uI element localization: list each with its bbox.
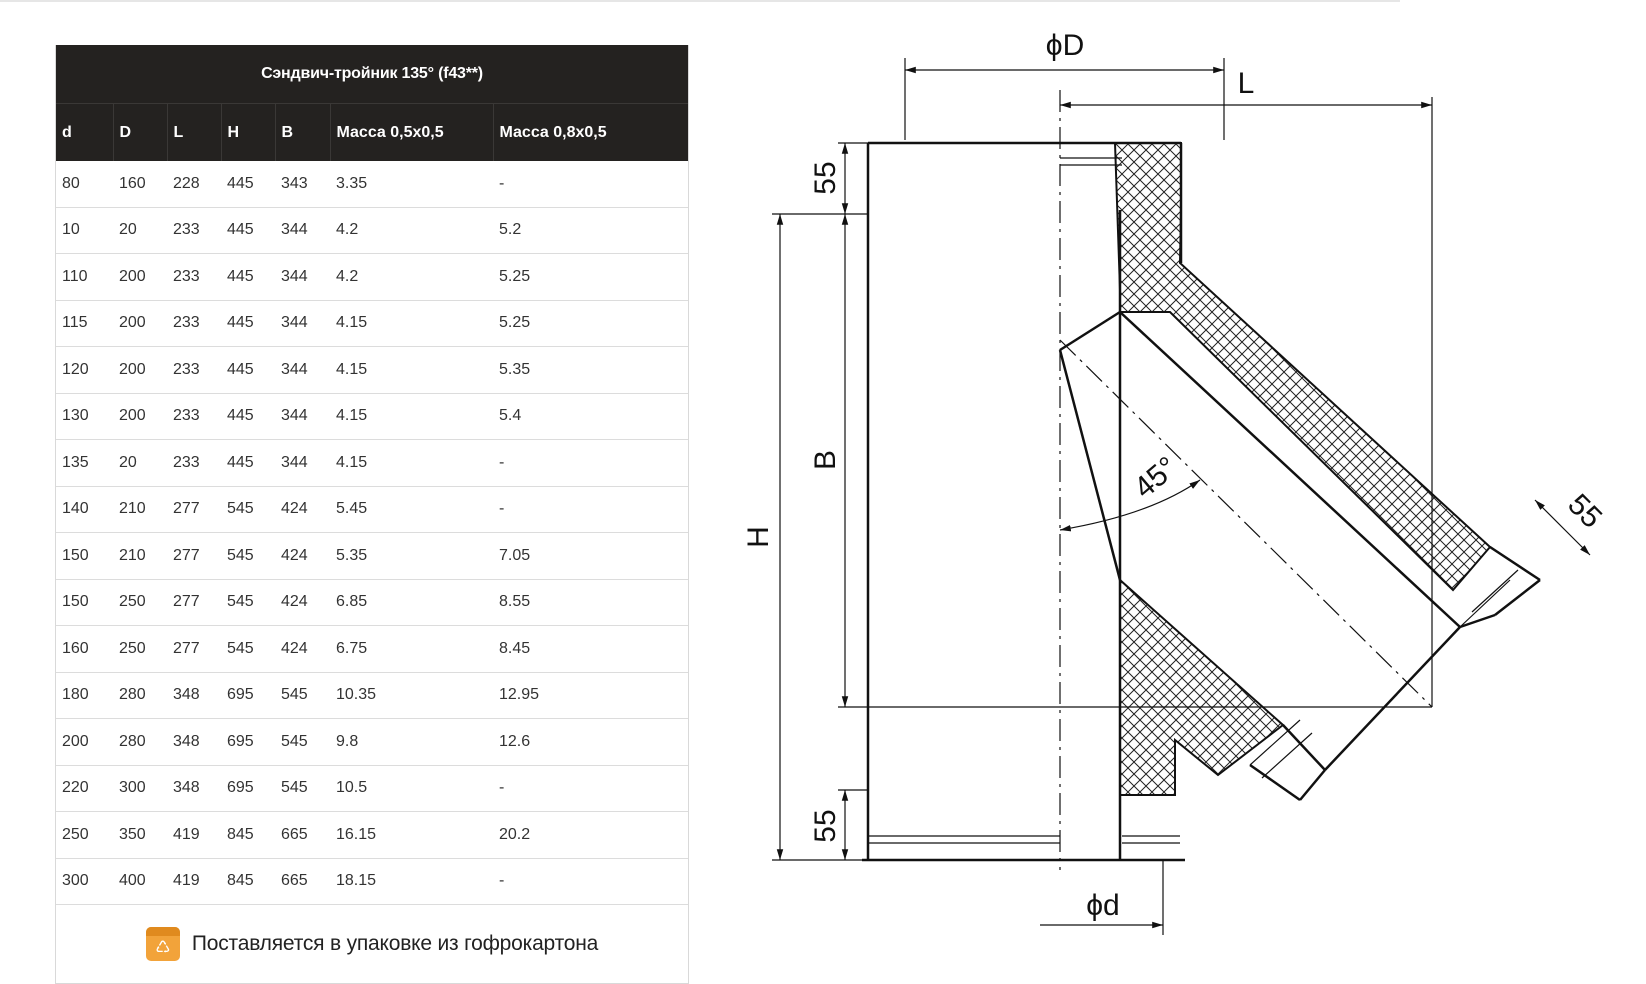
table-cell: 845 bbox=[221, 858, 275, 905]
table-cell: 344 bbox=[275, 300, 330, 347]
table-cell: 300 bbox=[56, 858, 113, 905]
table-cell: 210 bbox=[113, 533, 167, 580]
dim-label-angle: 45° bbox=[1127, 450, 1184, 505]
table-cell: 250 bbox=[113, 579, 167, 626]
column-header: D bbox=[113, 104, 167, 162]
table-cell: 250 bbox=[56, 812, 113, 859]
table-cell: 5.2 bbox=[493, 207, 688, 254]
table-cell: 344 bbox=[275, 254, 330, 301]
dim-label-inner-diameter: ϕd bbox=[1086, 889, 1120, 922]
table-cell: 150 bbox=[56, 579, 113, 626]
table-body bbox=[56, 161, 688, 905]
table-cell: 200 bbox=[113, 300, 167, 347]
table-row bbox=[56, 719, 688, 766]
table-row bbox=[56, 858, 688, 905]
table-cell: 115 bbox=[56, 300, 113, 347]
spec-table-card bbox=[55, 45, 689, 984]
table-row bbox=[56, 254, 688, 301]
table-cell: 445 bbox=[221, 207, 275, 254]
table-cell: 20.2 bbox=[493, 812, 688, 859]
table-cell: 695 bbox=[221, 719, 275, 766]
table-cell: 120 bbox=[56, 347, 113, 394]
column-header: H bbox=[221, 104, 275, 162]
table-cell: 10 bbox=[56, 207, 113, 254]
table-cell: 424 bbox=[275, 579, 330, 626]
table-cell: 424 bbox=[275, 486, 330, 533]
table-cell: 695 bbox=[221, 765, 275, 812]
dim-label-branch-55: 55 bbox=[1561, 487, 1609, 535]
table-cell: - bbox=[493, 765, 688, 812]
table-cell: 16.15 bbox=[330, 812, 493, 859]
table-row bbox=[56, 207, 688, 254]
table-cell: 348 bbox=[167, 719, 221, 766]
table-cell: 12.95 bbox=[493, 672, 688, 719]
table-cell: 665 bbox=[275, 858, 330, 905]
table-cell: 3.35 bbox=[330, 161, 493, 207]
table-cell: 5.45 bbox=[330, 486, 493, 533]
dim-label-bottom-55: 55 bbox=[809, 809, 842, 843]
table-cell: 180 bbox=[56, 672, 113, 719]
dim-label-h: H bbox=[742, 526, 775, 548]
table-cell: 545 bbox=[221, 579, 275, 626]
column-header: Масса 0,8x0,5 bbox=[493, 104, 688, 162]
table-cell: 20 bbox=[113, 207, 167, 254]
dim-label-outer-diameter: ϕD bbox=[1045, 29, 1085, 62]
table-cell: - bbox=[493, 858, 688, 905]
table-cell: 695 bbox=[221, 672, 275, 719]
table-cell: 277 bbox=[167, 486, 221, 533]
table-cell: 277 bbox=[167, 533, 221, 580]
table-cell: 12.6 bbox=[493, 719, 688, 766]
table-cell: 8.45 bbox=[493, 626, 688, 673]
table-cell: 233 bbox=[167, 207, 221, 254]
table-title: Сэндвич-тройник 135° (f43**) bbox=[56, 45, 688, 104]
table-cell: 5.4 bbox=[493, 393, 688, 440]
table-cell: 545 bbox=[221, 626, 275, 673]
table-row bbox=[56, 161, 688, 207]
table-cell: 424 bbox=[275, 533, 330, 580]
table-cell: 348 bbox=[167, 672, 221, 719]
table-cell: 233 bbox=[167, 440, 221, 487]
table-cell: - bbox=[493, 440, 688, 487]
tee-technical-drawing bbox=[700, 0, 1646, 960]
table-cell: 20 bbox=[113, 440, 167, 487]
table-cell: 545 bbox=[275, 672, 330, 719]
table-cell: 445 bbox=[221, 347, 275, 394]
table-cell: 445 bbox=[221, 440, 275, 487]
table-cell: 4.15 bbox=[330, 347, 493, 394]
table-cell: 9.8 bbox=[330, 719, 493, 766]
table-cell: 200 bbox=[113, 347, 167, 394]
dim-label-top-55: 55 bbox=[809, 161, 842, 195]
table-cell: 110 bbox=[56, 254, 113, 301]
table-cell: 150 bbox=[56, 533, 113, 580]
table-cell: 8.55 bbox=[493, 579, 688, 626]
table-cell: 4.15 bbox=[330, 300, 493, 347]
table-cell: 445 bbox=[221, 300, 275, 347]
table-cell: 665 bbox=[275, 812, 330, 859]
table-cell: 419 bbox=[167, 812, 221, 859]
table-cell: 233 bbox=[167, 300, 221, 347]
table-cell: 160 bbox=[56, 626, 113, 673]
table-cell: 7.05 bbox=[493, 533, 688, 580]
dim-label-b: B bbox=[809, 449, 842, 471]
table-row bbox=[56, 486, 688, 533]
dimension-lines bbox=[780, 70, 1590, 925]
table-cell: 233 bbox=[167, 254, 221, 301]
table-cell: 18.15 bbox=[330, 858, 493, 905]
table-cell: 424 bbox=[275, 626, 330, 673]
table-cell: 228 bbox=[167, 161, 221, 207]
table-cell: 300 bbox=[113, 765, 167, 812]
table-cell: 140 bbox=[56, 486, 113, 533]
table-cell: 200 bbox=[56, 719, 113, 766]
table-cell: 5.35 bbox=[493, 347, 688, 394]
table-cell: 4.15 bbox=[330, 440, 493, 487]
table-cell: 445 bbox=[221, 161, 275, 207]
table-cell: 220 bbox=[56, 765, 113, 812]
table-cell: 80 bbox=[56, 161, 113, 207]
spec-table bbox=[56, 45, 688, 905]
table-row bbox=[56, 393, 688, 440]
table-cell: 160 bbox=[113, 161, 167, 207]
table-row bbox=[56, 347, 688, 394]
table-cell: 343 bbox=[275, 161, 330, 207]
extension-lines bbox=[772, 58, 1432, 935]
table-cell: 10.5 bbox=[330, 765, 493, 812]
table-cell: 5.25 bbox=[493, 300, 688, 347]
table-cell: - bbox=[493, 161, 688, 207]
table-cell: 200 bbox=[113, 393, 167, 440]
table-cell: 130 bbox=[56, 393, 113, 440]
table-cell: 10.35 bbox=[330, 672, 493, 719]
table-header-row bbox=[56, 104, 688, 162]
table-cell: 344 bbox=[275, 347, 330, 394]
table-cell: - bbox=[493, 486, 688, 533]
dim-label-length: L bbox=[1237, 67, 1255, 100]
table-cell: 200 bbox=[113, 254, 167, 301]
table-row bbox=[56, 579, 688, 626]
table-cell: 277 bbox=[167, 626, 221, 673]
table-cell: 348 bbox=[167, 765, 221, 812]
table-cell: 445 bbox=[221, 254, 275, 301]
column-header: d bbox=[56, 104, 113, 162]
column-header: B bbox=[275, 104, 330, 162]
packaging-note-text: Поставляется в упаковке из гофрокартона bbox=[191, 932, 599, 955]
table-row bbox=[56, 765, 688, 812]
table-cell: 5.25 bbox=[493, 254, 688, 301]
table-row bbox=[56, 626, 688, 673]
table-cell: 210 bbox=[113, 486, 167, 533]
table-cell: 350 bbox=[113, 812, 167, 859]
table-cell: 4.15 bbox=[330, 393, 493, 440]
table-cell: 419 bbox=[167, 858, 221, 905]
table-row bbox=[56, 672, 688, 719]
table-cell: 233 bbox=[167, 347, 221, 394]
table-cell: 280 bbox=[113, 672, 167, 719]
recycle-box-icon: ♺ bbox=[146, 927, 180, 961]
table-row bbox=[56, 812, 688, 859]
table-cell: 135 bbox=[56, 440, 113, 487]
table-row bbox=[56, 300, 688, 347]
table-cell: 845 bbox=[221, 812, 275, 859]
table-cell: 233 bbox=[167, 393, 221, 440]
table-cell: 344 bbox=[275, 393, 330, 440]
table-cell: 545 bbox=[275, 719, 330, 766]
table-cell: 545 bbox=[221, 486, 275, 533]
table-cell: 277 bbox=[167, 579, 221, 626]
table-cell: 545 bbox=[221, 533, 275, 580]
table-cell: 280 bbox=[113, 719, 167, 766]
table-cell: 5.35 bbox=[330, 533, 493, 580]
table-cell: 400 bbox=[113, 858, 167, 905]
table-cell: 344 bbox=[275, 207, 330, 254]
table-cell: 344 bbox=[275, 440, 330, 487]
table-cell: 4.2 bbox=[330, 207, 493, 254]
table-cell: 545 bbox=[275, 765, 330, 812]
table-row bbox=[56, 440, 688, 487]
table-cell: 4.2 bbox=[330, 254, 493, 301]
packaging-note bbox=[56, 905, 688, 983]
table-cell: 250 bbox=[113, 626, 167, 673]
column-header: Масса 0,5x0,5 bbox=[330, 104, 493, 162]
table-cell: 6.75 bbox=[330, 626, 493, 673]
table-row bbox=[56, 533, 688, 580]
table-cell: 6.85 bbox=[330, 579, 493, 626]
column-header: L bbox=[167, 104, 221, 162]
table-cell: 445 bbox=[221, 393, 275, 440]
